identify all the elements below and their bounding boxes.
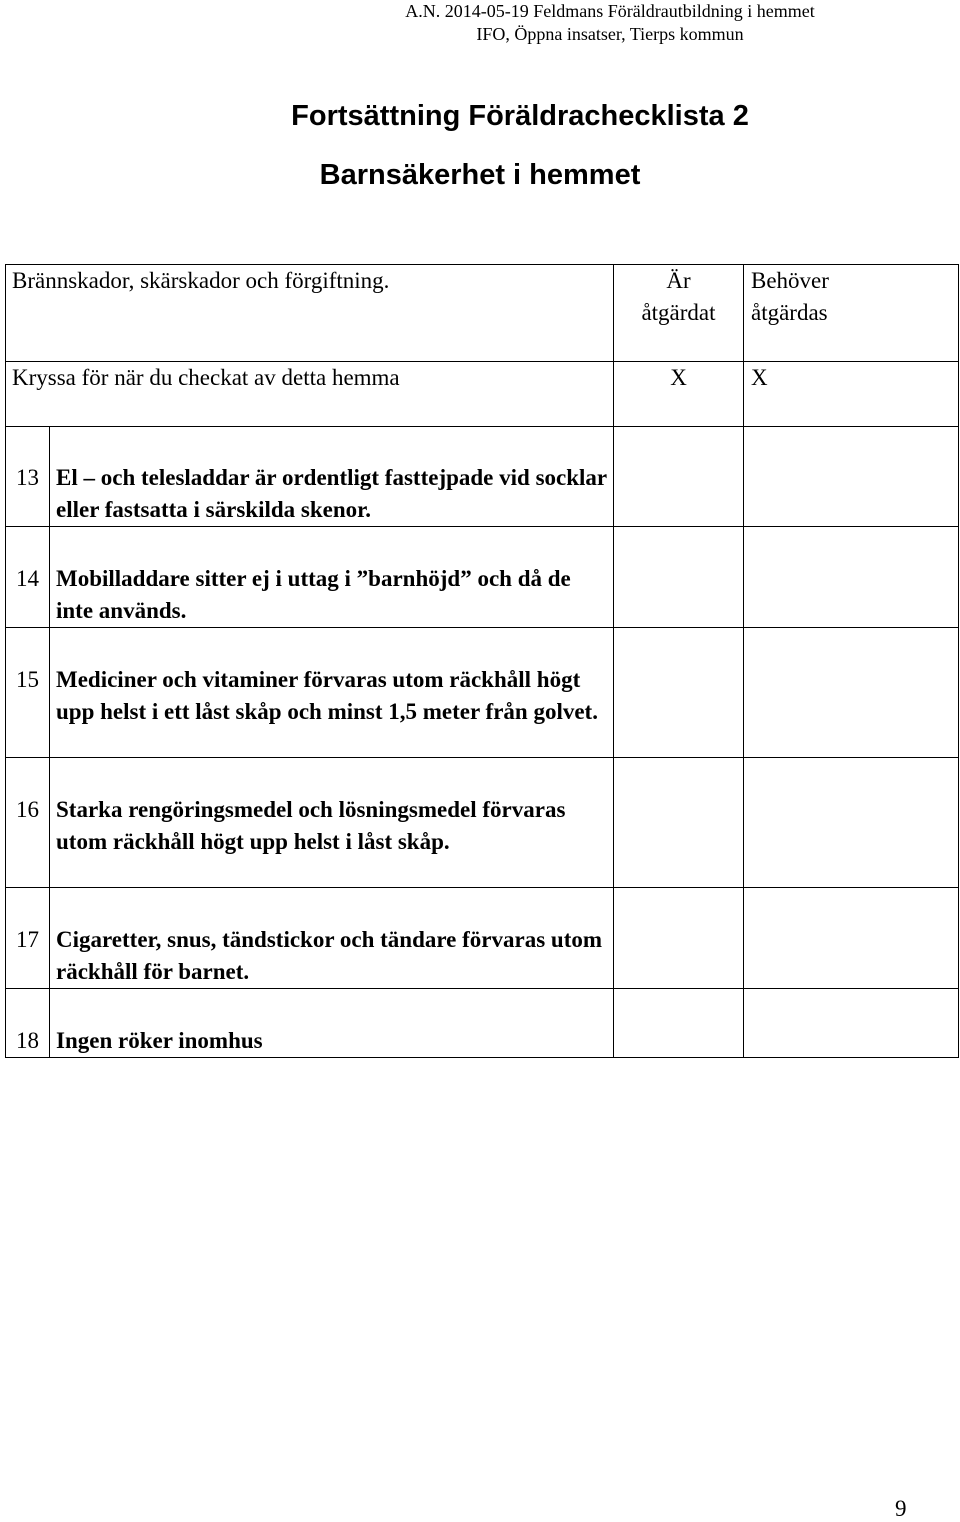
mark-done-cell	[614, 362, 744, 427]
row-number: 18	[16, 1028, 39, 1053]
column-header-done: Är åtgärdat	[614, 265, 744, 362]
table-row	[6, 628, 959, 758]
instruction-cell	[6, 362, 614, 427]
instruction-row	[6, 362, 959, 427]
table-row	[6, 989, 959, 1058]
checkbox-done-13[interactable]	[614, 427, 744, 527]
checkbox-need-13[interactable]	[744, 427, 959, 527]
row-number: 15	[16, 667, 39, 692]
row-text: Cigaretter, snus, tändstickor och tändare förvaras utom räckhåll för barnet.	[56, 927, 603, 984]
column-header-needs-action: Behöver åtgärdas	[744, 265, 959, 362]
instruction-text: Kryssa för när du checkat av detta hemma	[12, 365, 400, 390]
table-row	[6, 758, 959, 888]
row-number: 14	[16, 566, 39, 591]
row-number: 16	[16, 797, 39, 822]
mark-done: X	[670, 365, 687, 390]
checkbox-done-15[interactable]	[614, 628, 744, 758]
checkbox-done-18[interactable]	[614, 989, 744, 1058]
checkbox-need-14[interactable]	[744, 527, 959, 628]
row-number: 13	[16, 465, 39, 490]
table-heading: Brännskador, skärskador och förgiftning.	[12, 268, 390, 293]
row-text: Mobilladdare sitter ej i uttag i ”barnhöjd” och då de inte används.	[56, 566, 571, 623]
header-line-1: A.N. 2014-05-19 Feldmans Föräldrautbildning i hemmet	[405, 1, 815, 21]
checkbox-need-17[interactable]	[744, 888, 959, 989]
header-line-2: IFO, Öppna insatser, Tierps kommun	[476, 24, 744, 44]
row-text: Mediciner och vitaminer förvaras utom räckhåll högt upp helst i ett låst skåp och minst 1,5 meter från golvet.	[56, 667, 598, 724]
checklist-table	[5, 264, 959, 1058]
checkbox-need-15[interactable]	[744, 628, 959, 758]
row-text: Ingen röker inomhus	[56, 1028, 263, 1053]
checkbox-need-16[interactable]	[744, 758, 959, 888]
table-row	[6, 888, 959, 989]
document-title: Fortsättning Föräldrachecklista 2	[291, 100, 749, 132]
mark-need: X	[751, 365, 768, 390]
checkbox-done-17[interactable]	[614, 888, 744, 989]
row-text: Starka rengöringsmedel och lösningsmedel förvaras utom räckhåll högt upp helst i låst skåp.	[56, 797, 566, 854]
row-number: 17	[16, 927, 39, 952]
table-row	[6, 527, 959, 628]
table-header-row	[6, 265, 959, 362]
running-header	[0, 0, 960, 46]
table-row	[6, 427, 959, 527]
checkbox-done-14[interactable]	[614, 527, 744, 628]
row-text: El – och telesladdar är ordentligt fasttejpade vid socklar eller fastsatta i särskilda skenor.	[56, 465, 607, 522]
page-number: 9	[895, 1496, 907, 1521]
mark-need-cell	[744, 362, 959, 427]
checkbox-need-18[interactable]	[744, 989, 959, 1058]
checkbox-done-16[interactable]	[614, 758, 744, 888]
table-heading-cell	[6, 265, 614, 362]
document-subtitle: Barnsäkerhet i hemmet	[319, 159, 641, 191]
